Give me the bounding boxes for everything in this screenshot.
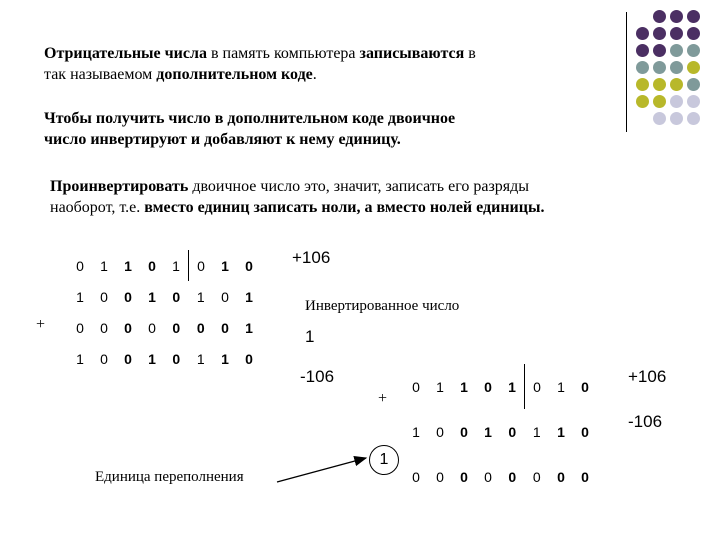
intro-text-2: в <box>464 45 476 62</box>
bit-cell: 0 <box>436 423 444 440</box>
bit-cell: 0 <box>460 468 468 485</box>
rule-line-2: число инвертируют и добавляют к нему единицу. <box>44 131 401 148</box>
intro-bold-3: дополнительном коде <box>156 66 313 83</box>
bit-cell: 1 <box>196 288 205 305</box>
bit-cell: 0 <box>148 257 156 274</box>
intro-text-4: . <box>312 66 317 83</box>
bit-cell: 0 <box>124 319 132 336</box>
bit-cell: 0 <box>100 350 108 367</box>
bit-cell: 0 <box>581 423 589 440</box>
bit-cell: 0 <box>484 378 492 395</box>
intro-text-3: так называемом <box>44 66 157 83</box>
bit-cell: 0 <box>532 468 541 485</box>
bit-cell: 0 <box>460 423 468 440</box>
bit-cell: 1 <box>245 288 253 305</box>
bit-cell: 0 <box>124 350 132 367</box>
bit-cell: 0 <box>533 378 541 395</box>
right-label-negative: -106 <box>628 412 663 431</box>
bit-cell: 1 <box>124 257 132 274</box>
left-label-result: -106 <box>300 367 335 386</box>
bit-cell: 1 <box>412 423 420 440</box>
bit-cell: 1 <box>436 378 444 395</box>
bit-cell: 1 <box>148 288 156 305</box>
bit-cell: 0 <box>581 378 589 395</box>
bit-cell: 1 <box>484 423 492 440</box>
left-plus-sign: + <box>36 316 46 333</box>
bit-cell: 1 <box>76 350 84 367</box>
right-plus-sign: + <box>378 390 388 407</box>
arrow-line <box>277 458 366 482</box>
overflow-label: Единица переполнения <box>95 469 244 485</box>
bit-cell: 0 <box>197 257 205 274</box>
bit-cell: 0 <box>76 319 84 336</box>
invert-bold-1: Проинвертировать <box>50 178 189 195</box>
invert-text-2: наоборот, т.е. <box>50 199 145 216</box>
left-label-inverted: Инвертированное число <box>305 298 460 314</box>
bit-cell: 0 <box>100 319 108 336</box>
bit-cell: 0 <box>172 350 181 367</box>
bit-cell: 0 <box>100 288 108 305</box>
bit-cell: 1 <box>500 364 525 409</box>
bit-cell: 1 <box>164 250 189 281</box>
left-label-one: 1 <box>305 327 315 346</box>
bit-cell: 1 <box>532 423 541 440</box>
bit-cell: 0 <box>484 468 492 485</box>
bit-cell: 0 <box>508 423 517 440</box>
bit-cell: 1 <box>76 288 84 305</box>
bit-cell: 1 <box>148 350 156 367</box>
rule-line-1: Чтобы получить число в дополнительном коде двоичное <box>44 110 456 127</box>
bit-cell: 1 <box>100 257 108 274</box>
left-label-original: +106 <box>292 248 331 267</box>
intro-bold-2: записываются <box>359 45 465 62</box>
bit-cell: 0 <box>245 257 253 274</box>
bit-cell: 1 <box>557 423 565 440</box>
bit-cell: 1 <box>221 257 229 274</box>
bit-cell: 0 <box>581 468 589 485</box>
bit-cell: 0 <box>245 350 253 367</box>
bit-cell: 0 <box>172 319 181 336</box>
bit-cell: 1 <box>196 350 205 367</box>
overflow-bit-circle: 1 <box>369 445 399 475</box>
bit-cell: 1 <box>221 350 229 367</box>
bit-cell: 0 <box>557 468 565 485</box>
invert-bold-2: вместо единиц записать ноли, а вместо нолей единицы. <box>144 199 545 216</box>
bit-cell: 1 <box>460 378 468 395</box>
bit-cell: 1 <box>245 319 253 336</box>
intro-bold-1: Отрицательные числа <box>44 45 207 62</box>
bit-cell: 0 <box>148 319 156 336</box>
intro-text-1: в память компьютера <box>206 45 360 62</box>
bit-cell: 0 <box>172 288 181 305</box>
bit-cell: 0 <box>412 468 420 485</box>
bit-cell: 0 <box>76 257 84 274</box>
invert-text-1: двоичное число это, значит, записать его разряды <box>188 178 530 195</box>
bit-cell: 0 <box>221 288 229 305</box>
bit-cell: 0 <box>508 468 517 485</box>
bit-cell: 1 <box>557 378 565 395</box>
bit-cell: 0 <box>412 378 420 395</box>
bit-cell: 0 <box>436 468 444 485</box>
right-label-positive: +106 <box>628 367 667 386</box>
bit-cell: 0 <box>124 288 132 305</box>
bit-cell: 0 <box>196 319 205 336</box>
bit-cell: 0 <box>221 319 229 336</box>
